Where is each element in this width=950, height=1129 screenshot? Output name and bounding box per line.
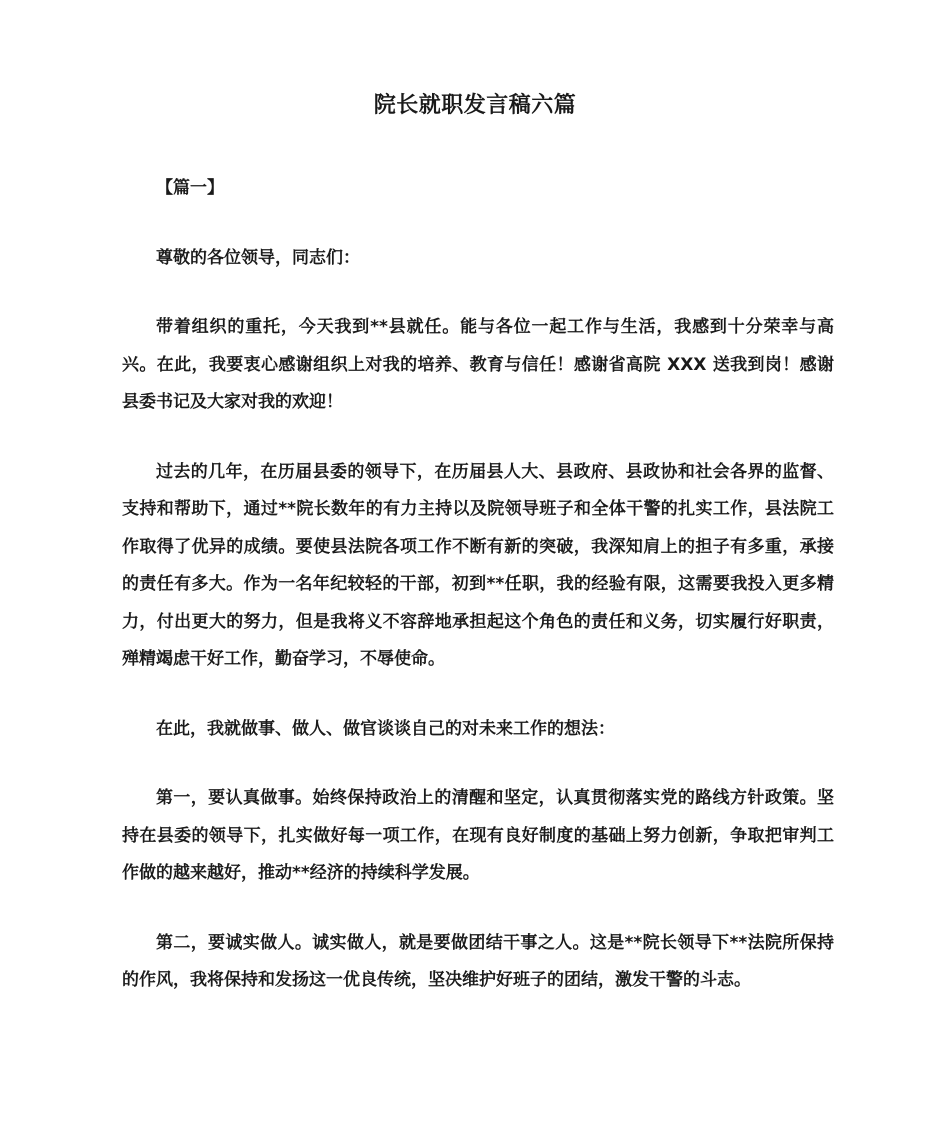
paragraph-1: 带着组织的重托，今天我到**县就任。能与各位一起工作与生活，我感到十分荣幸与高兴。在此，我要衷心感谢组织上对我的培养、教育与信任！感谢省高院 XXX 送我到岗！感谢县委书记及大家对我的欢迎！ bbox=[122, 317, 834, 412]
document-title: 院长就职发言稿六篇 bbox=[373, 93, 577, 118]
paragraph-4: 第一，要认真做事。始终保持政治上的清醒和坚定，认真贯彻落实党的路线方针政策。坚持在县委的领导下，扎实做好每一项工作，在现有良好制度的基础上努力创新，争取把审判工作做的越来越好，推动**经济的持续科学发展。 bbox=[122, 788, 834, 883]
section-label: 【篇一】 bbox=[156, 178, 224, 198]
paragraph-2: 过去的几年，在历届县委的领导下，在历届县人大、县政府、县政协和社会各界的监督、支持和帮助下，通过**院长数年的有力主持以及院领导班子和全体干警的扎实工作，县法院工作取得了优异的成绩。要使县法院各项工作不断有新的突破，我深知肩上的担子有多重，承接的责任有多大。作为一名年纪较轻的干部，初到**任职，我的经验有限，这需要我投入更多精力，付出更大的努力，但是我将义不容辞地承担起这个角色的责任和义务，切实履行好职责，殚精竭虑干好工作，勤奋学习，不辱使命。 bbox=[122, 461, 834, 669]
paragraph-3: 在此，我就做事、做人、做官谈谈自己的对未来工作的想法： bbox=[156, 718, 615, 739]
salutation: 尊敬的各位领导，同志们： bbox=[156, 247, 360, 268]
document-body bbox=[122, 170, 834, 1032]
paragraph-5: 第二，要诚实做人。诚实做人，就是要做团结干事之人。这是**院长领导下**法院所保持的作风，我将保持和发扬这一优良传统，坚决维护好班子的团结，激发干警的斗志。 bbox=[122, 932, 834, 990]
